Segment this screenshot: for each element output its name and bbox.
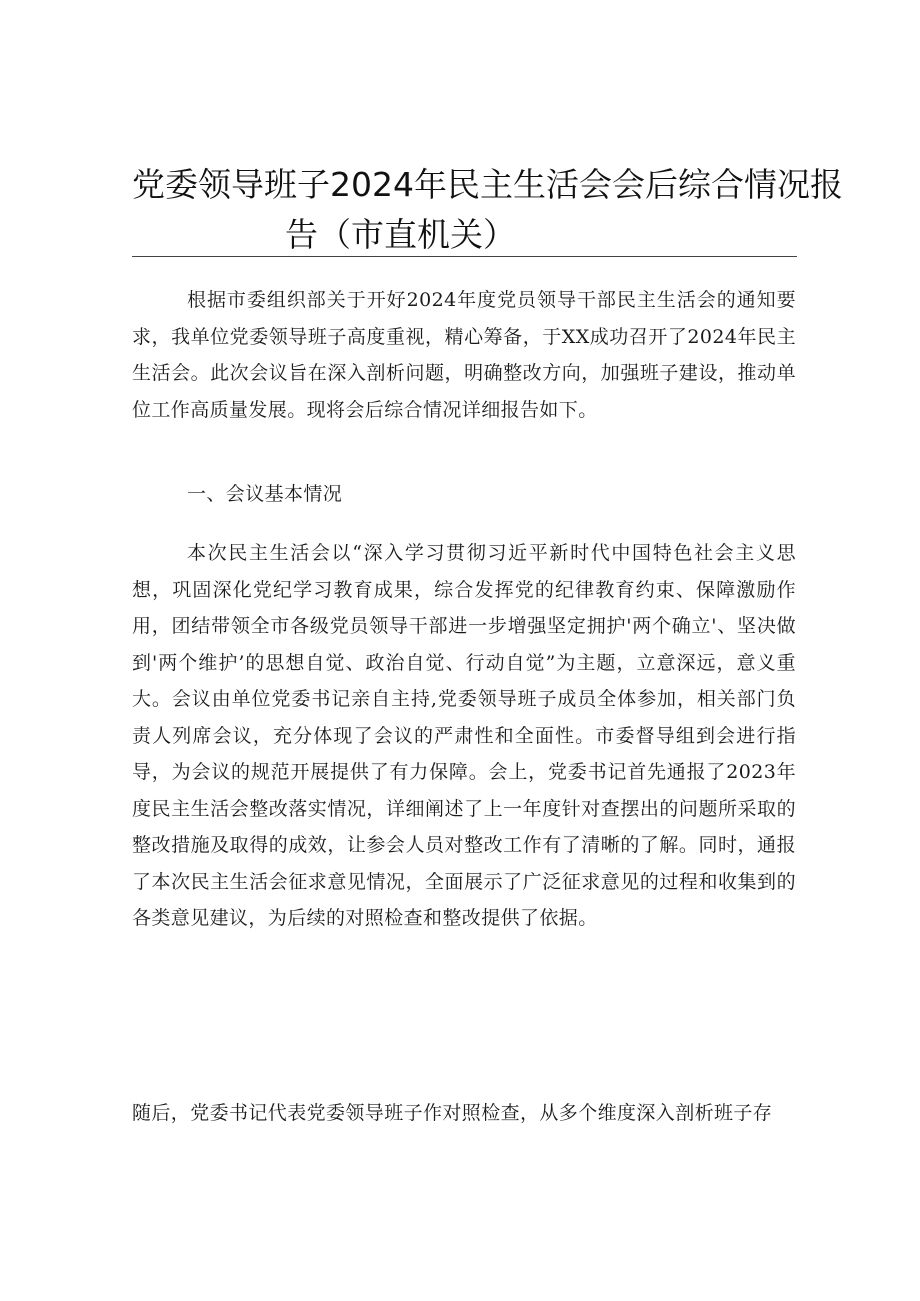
document-title <box>132 160 843 260</box>
section-body-paragraph: 本次民主生活会以“深入学习贯彻习近平新时代中国特色社会主义思想，巩固深化党纪学习教育成果，综合发挥党的纪律教育约束、保障激励作用，团结带领全市各级党员领导干部进一步增强坚定拥护'两个确立'、坚决做到'两个维护’的思想自觉、政治自觉、行动自觉”为主题，立意深远，意义重大。会议由单位党委书记亲自主持,党委领导班子成员全体参加，相关部门负责人列席会议，充分体现了会议的严肃性和全面性。市委督导组到会进行指导，为会议的规范开展提供了有力保障。会上，党委书记首先通报了2023年度民主生活会整改落实情况，详细阐述了上一年度针对查摆出的问题所采取的整改措施及取得的成效，让参会人员对整改工作有了清晰的了解。同时，通报了本次民主生活会征求意见情况，全面展示了广泛征求意见的过程和收集到的各类意见建议，为后续的对照检查和整改提供了依据。 <box>132 542 796 929</box>
intro-paragraph: 根据市委组织部关于开好2024年度党员领导干部民主生活会的通知要求，我单位党委领导班子高度重视，精心筹备，于XX成功召开了2024年民主生活会。此次会议旨在深入剖析问题，明确整改方向，加强班子建设，推动单位工作高质量发展。现将会后综合情况详细报告如下。 <box>132 289 796 421</box>
continued-paragraph: 随后，党委书记代表党委领导班子作对照检查，从多个维度深入剖析班子存 <box>132 1102 773 1124</box>
title-underline <box>132 256 797 257</box>
section-heading-meeting-basics: 一、会议基本情况 <box>187 483 343 505</box>
title-line-1: 党委领导班子2024年民主生活会会后综合情况报 <box>132 165 843 204</box>
title-line-2: 告（市直机关） <box>285 215 516 254</box>
